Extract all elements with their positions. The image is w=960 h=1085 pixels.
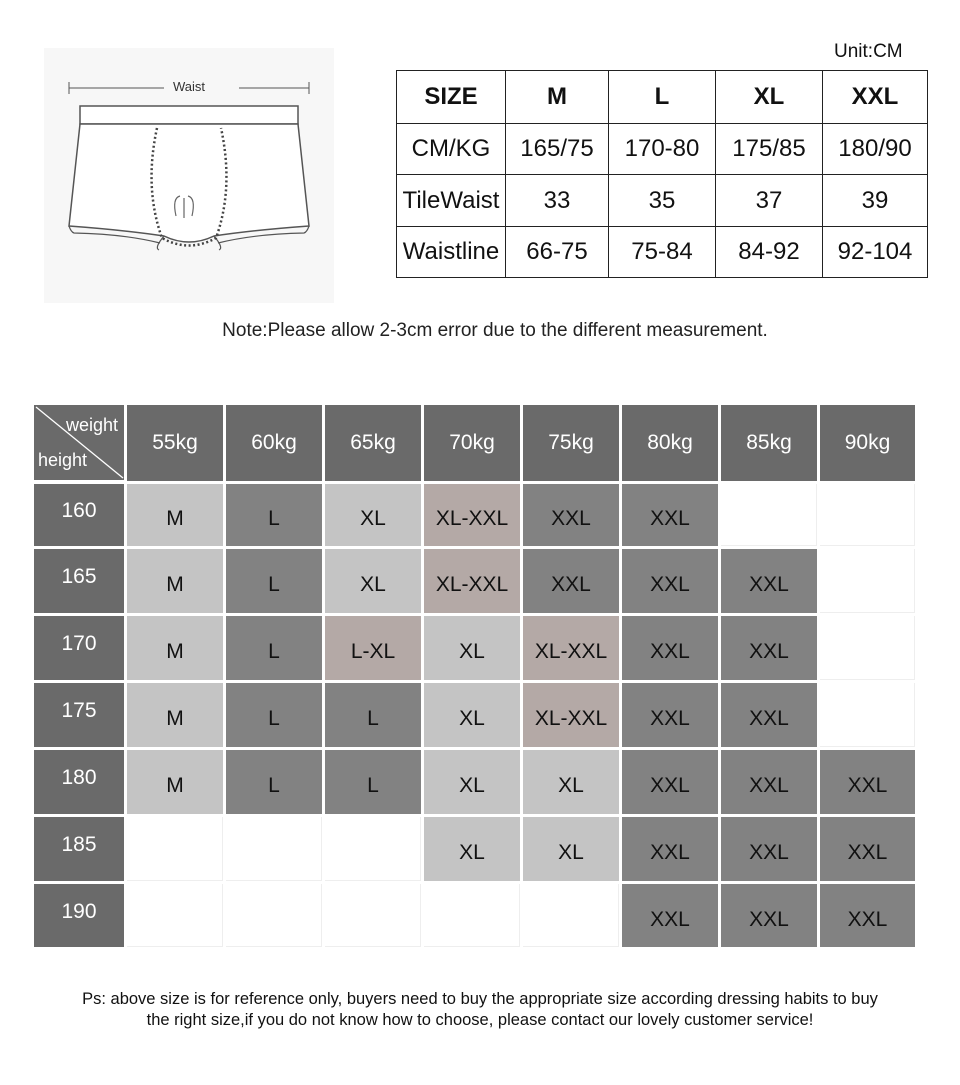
size-cell: XXL: [721, 750, 817, 814]
size-cell: L: [226, 616, 322, 680]
size-table-cell: 92-104: [823, 226, 928, 277]
size-table-header: XL: [716, 71, 823, 124]
size-table-row-label: CM/KG: [397, 124, 506, 175]
size-cell: XXL: [721, 549, 817, 613]
size-cell: M: [127, 683, 223, 747]
size-table-header-row: [397, 71, 928, 124]
size-table-row: [397, 226, 928, 277]
size-cell: XL: [523, 750, 619, 814]
size-cell: XXL: [622, 683, 718, 747]
empty-cell: [820, 616, 915, 680]
size-table-cell: 39: [823, 175, 928, 226]
size-table-cell: 180/90: [823, 124, 928, 175]
weight-header: 85kg: [721, 405, 817, 481]
size-cell: XL-XXL: [523, 683, 619, 747]
empty-cell: [820, 683, 915, 747]
size-cell: XXL: [622, 817, 718, 881]
footer-disclaimer: [0, 989, 960, 1031]
size-table-row-label: TileWaist: [397, 175, 506, 226]
size-cell: L-XL: [325, 616, 421, 680]
footer-line-2: the right size,if you do not know how to choose, please contact our lovely customer service!: [146, 1011, 814, 1029]
size-cell: M: [127, 750, 223, 814]
empty-cell: [721, 484, 817, 546]
height-header: 190: [34, 884, 124, 947]
size-cell: M: [127, 484, 223, 546]
size-cell: XL: [325, 549, 421, 613]
height-header: 175: [34, 683, 124, 747]
unit-label: Unit:CM: [834, 41, 903, 62]
weight-header: 70kg: [424, 405, 520, 481]
size-table-cell: 165/75: [506, 124, 609, 175]
size-cell: XXL: [622, 616, 718, 680]
size-cell: XL: [523, 817, 619, 881]
weight-header: 80kg: [622, 405, 718, 481]
empty-cell: [226, 884, 322, 947]
measurement-note: Note:Please allow 2-3cm error due to the different measurement.: [222, 320, 768, 341]
size-cell: L: [226, 683, 322, 747]
height-header: 180: [34, 750, 124, 814]
empty-cell: [523, 884, 619, 947]
size-cell: L: [325, 750, 421, 814]
size-cell: XXL: [622, 484, 718, 546]
height-header: 185: [34, 817, 124, 881]
empty-cell: [820, 549, 915, 613]
size-cell: XXL: [721, 616, 817, 680]
height-header: 165: [34, 549, 124, 613]
size-cell: XL-XXL: [523, 616, 619, 680]
weight-header: 55kg: [127, 405, 223, 481]
size-table: [396, 70, 928, 278]
size-table-header: L: [609, 71, 716, 124]
size-cell: XXL: [622, 549, 718, 613]
size-cell: XL-XXL: [424, 549, 520, 613]
footer-line-1: Ps: above size is for reference only, buyers need to buy the appropriate size according dressing habits to buy: [82, 990, 878, 1008]
size-cell: XL-XXL: [424, 484, 520, 546]
size-cell: XL: [424, 817, 520, 881]
size-cell: L: [226, 549, 322, 613]
size-cell: XL: [424, 683, 520, 747]
size-table-cell: 66-75: [506, 226, 609, 277]
size-cell: XXL: [721, 884, 817, 947]
size-table-header: XXL: [823, 71, 928, 124]
size-cell: XL: [325, 484, 421, 546]
size-cell: L: [325, 683, 421, 747]
size-table-cell: 35: [609, 175, 716, 226]
height-header: 160: [34, 484, 124, 546]
size-cell: XXL: [820, 817, 915, 881]
size-table-header: SIZE: [397, 71, 506, 124]
weight-header: 65kg: [325, 405, 421, 481]
weight-header: 90kg: [820, 405, 915, 481]
size-cell: M: [127, 549, 223, 613]
weight-header: 60kg: [226, 405, 322, 481]
size-table-cell: 75-84: [609, 226, 716, 277]
size-cell: XXL: [721, 817, 817, 881]
height-header: 170: [34, 616, 124, 680]
underwear-diagram: [44, 48, 334, 303]
empty-cell: [127, 884, 223, 947]
size-table-row: [397, 175, 928, 226]
size-table-cell: 84-92: [716, 226, 823, 277]
empty-cell: [424, 884, 520, 947]
size-table-header: M: [506, 71, 609, 124]
size-cell: XL: [424, 750, 520, 814]
size-table-cell: 37: [716, 175, 823, 226]
size-table-cell: 175/85: [716, 124, 823, 175]
size-table-row: [397, 124, 928, 175]
corner-height-label: height: [38, 450, 88, 470]
size-cell: XXL: [523, 484, 619, 546]
empty-cell: [226, 817, 322, 881]
size-cell: XXL: [523, 549, 619, 613]
empty-cell: [325, 884, 421, 947]
size-cell: XXL: [622, 750, 718, 814]
size-cell: XXL: [721, 683, 817, 747]
corner-weight-label: weight: [65, 415, 118, 435]
chart-corner: [34, 405, 124, 481]
size-cell: XXL: [820, 884, 915, 947]
empty-cell: [325, 817, 421, 881]
waist-label: Waist: [172, 79, 206, 94]
size-table-cell: 33: [506, 175, 609, 226]
weight-header: 75kg: [523, 405, 619, 481]
size-cell: L: [226, 750, 322, 814]
size-cell: XXL: [820, 750, 915, 814]
size-table-cell: 170-80: [609, 124, 716, 175]
size-table-row-label: Waistline: [397, 226, 506, 277]
size-cell: XXL: [622, 884, 718, 947]
size-cell: M: [127, 616, 223, 680]
size-cell: XL: [424, 616, 520, 680]
empty-cell: [820, 484, 915, 546]
empty-cell: [127, 817, 223, 881]
size-cell: L: [226, 484, 322, 546]
